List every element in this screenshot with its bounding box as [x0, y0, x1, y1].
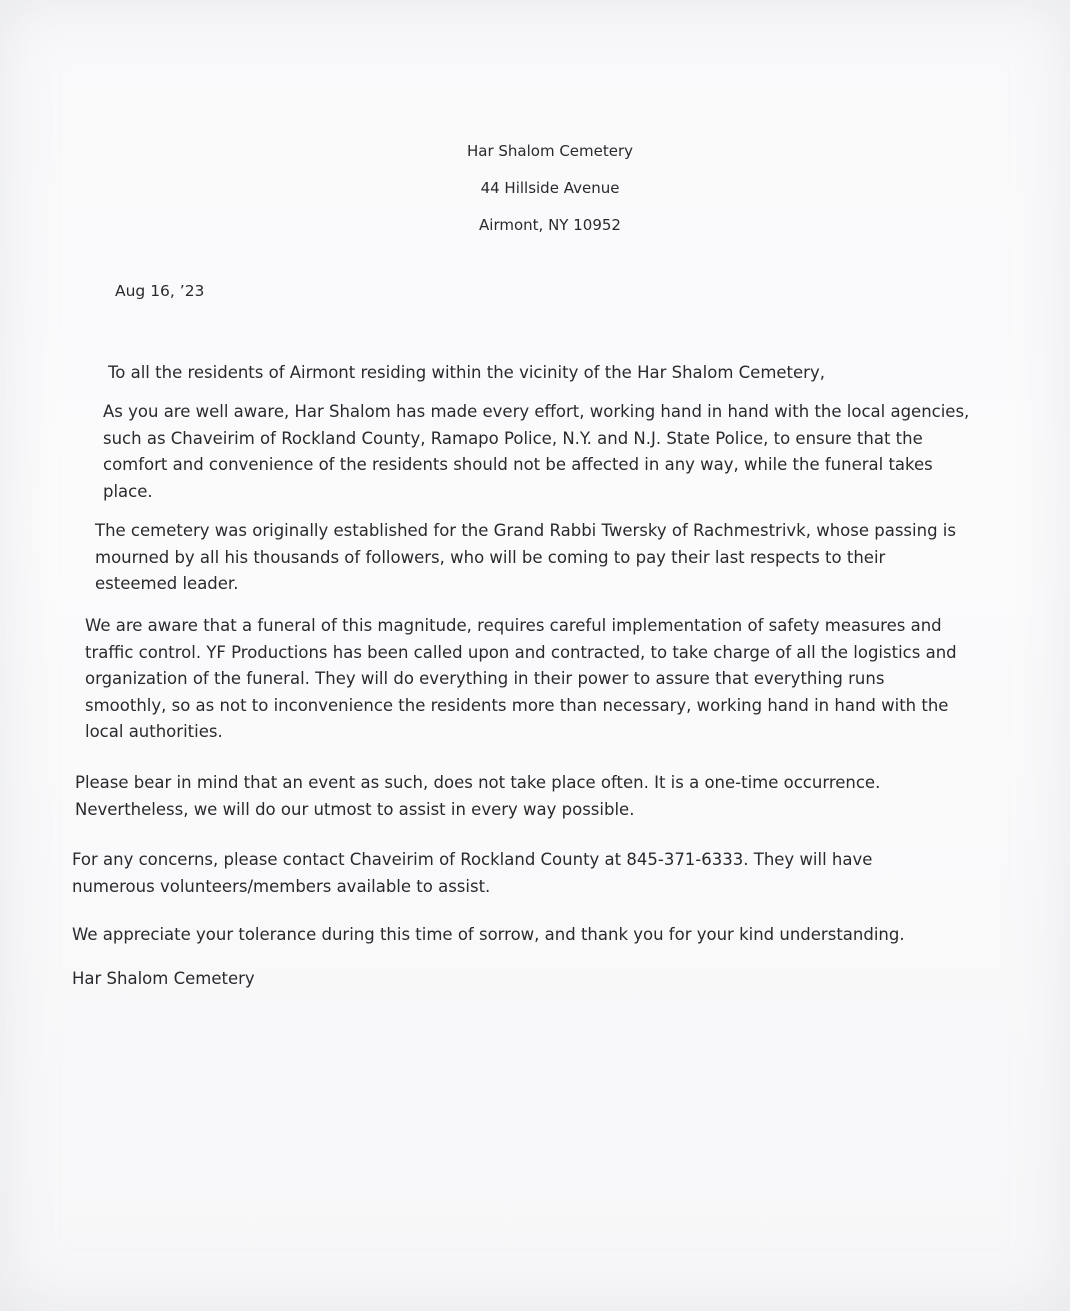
paragraph-logistics — [85, 613, 957, 746]
paragraph-line: We appreciate your tolerance during this time of sorrow, and thank you for your kind understanding. — [72, 925, 905, 944]
paragraph-line: comfort and convenience of the residents should not be affected in any way, while the funeral takes — [103, 455, 933, 474]
paragraph-line: such as Chaveirim of Rockland County, Ramapo Police, N.Y. and N.J. State Police, to ensure that the — [103, 428, 923, 448]
paragraph-line: As you are well aware, Har Shalom has made every effort, working hand in hand with the local agencies, — [103, 402, 970, 421]
paragraph-line: smoothly, so as not to inconvenience the residents more than necessary, working hand in hand with the — [85, 695, 949, 715]
paragraph-line: Nevertheless, we will do our utmost to assist in every way possible. — [75, 799, 635, 819]
paragraph-line: Please bear in mind that an event as such, does not take place often. It is a one-time occurrence. — [75, 773, 881, 792]
paragraph-line: traffic control. YF Productions has been called upon and contracted, to take charge of all the logistics and — [85, 642, 957, 662]
letter-date: Aug 16, ’23 — [115, 282, 205, 300]
paragraph-line: For any concerns, please contact Chaveirim of Rockland County at 845-371-6333. They will have — [72, 850, 873, 869]
letterhead-street: 44 Hillside Avenue — [480, 179, 620, 197]
paragraph-contact — [72, 847, 872, 900]
paragraph-one-time-event — [75, 770, 880, 823]
paragraph-line: place. — [103, 481, 153, 501]
paragraph-line: We are aware that a funeral of this magnitude, requires careful implementation of safety measures and — [85, 616, 942, 635]
paragraph-line: The cemetery was originally established for the Grand Rabbi Twersky of Rachmestrivk, whose passing is — [95, 521, 956, 540]
paragraph-efforts — [103, 399, 969, 505]
paragraph-line: numerous volunteers/members available to assist. — [72, 876, 491, 896]
salutation: To all the residents of Airmont residing within the vicinity of the Har Shalom Cemetery, — [108, 363, 825, 382]
letterhead-name: Har Shalom Cemetery — [466, 142, 634, 160]
letterhead — [420, 138, 680, 249]
paragraph-line: esteemed leader. — [95, 574, 239, 593]
signature: Har Shalom Cemetery — [72, 969, 255, 988]
paragraph-thanks — [72, 922, 905, 949]
paragraph-line: organization of the funeral. They will do everything in their power to assure that everything runs — [85, 669, 885, 688]
paragraph-line: mourned by all his thousands of followers, who will be coming to pay their last respects to their — [95, 547, 886, 567]
paragraph-line: local authorities. — [85, 722, 223, 741]
letterhead-city: Airmont, NY 10952 — [479, 216, 621, 234]
paragraph-cemetery-origin — [95, 518, 956, 598]
